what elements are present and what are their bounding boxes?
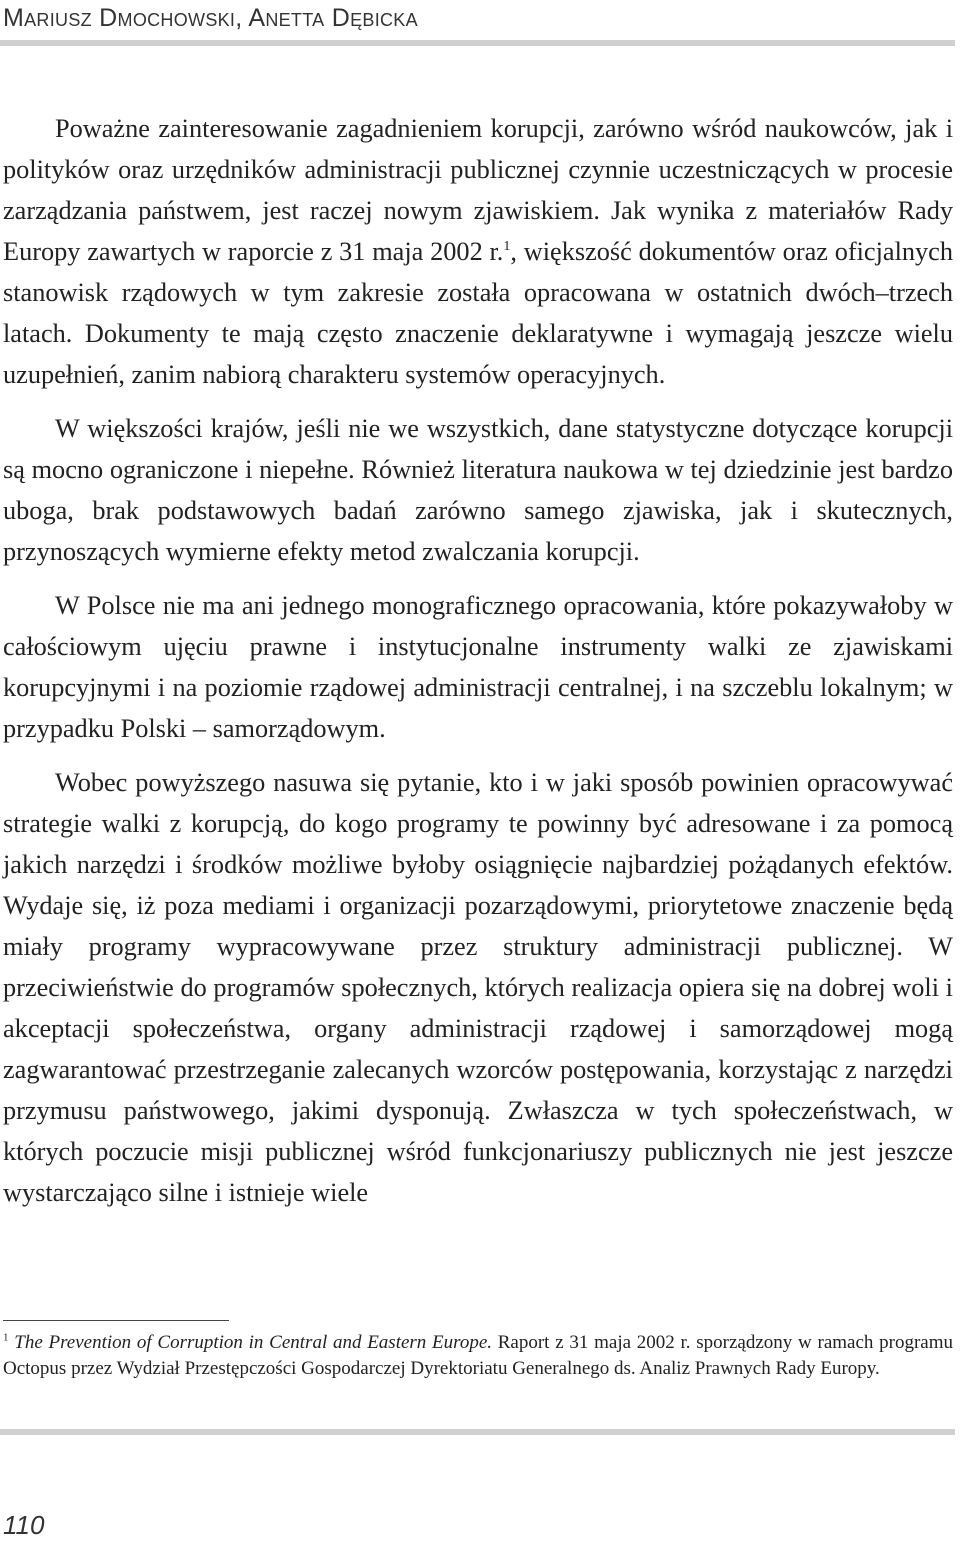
footnote-separator — [3, 1320, 229, 1321]
paragraph-2: W większości krajów, jeśli nie we wszystkich, dane statystyczne dotyczące korupcji są mocno ograniczone i niepełne. Również literatura naukowa w tej dziedzinie jest bardzo uboga, brak podstawowych badań zarówno samego zjawiska, jak i skutecznych, przynoszących wymierne efekty metod zwalczania korupcji. — [3, 414, 953, 566]
footnote-1 — [3, 1330, 953, 1382]
page-number: 110 — [3, 1510, 45, 1540]
paragraph-1-text-b: , większość dokumentów oraz oficjalnych stanowisk rządowych w tym zakresie została opracowana w ostatnich dwóch–trzech latach. Dokumenty te mają często znaczenie deklaratywne i wymagają jeszcze wielu uzupełnień, zanim nabiorą charakteru systemów operacyjnych. — [3, 237, 953, 389]
paragraph-1 — [3, 108, 953, 395]
footnote-reference[interactable]: 1 — [503, 239, 511, 255]
footnote-text: Raport z 31 maja 2002 r. sporządzony w ramach programu Octopus przez Wydział Przestępczości Gospodarczej Dyrektoriatu Generalnego ds. Analiz Prawnych Rady Europy. — [3, 1332, 953, 1379]
footnote-title: The Prevention of Corruption in Central and Eastern Europe. — [14, 1332, 493, 1353]
paragraph-3: W Polsce nie ma ani jednego monograficznego opracowania, które pokazywałoby w całościowym ujęciu prawne i instytucjonalne instrumenty walki ze zjawiskami korupcyjnymi i na poziomie rządowej administracji centralnej, i na szczeblu lokalnym; w przypadku Polski – samorządowym. — [3, 591, 953, 743]
paragraph-4: Wobec powyższego nasuwa się pytanie, kto i w jaki sposób powinien opracowywać strategie walki z korupcją, do kogo programy te powinny być adresowane i za pomocą jakich narzędzi i środków możliwe byłoby osiągnięcie najbardziej pożądanych efektów. Wydaje się, iż poza mediami i organizacji pozarządowymi, priorytetowe znaczenie będą miały programy wypracowywane przez struktury administracji publicznej. W przeciwieństwie do programów społecznych, których realizacja opiera się na dobrej woli i akceptacji społeczeństwa, organy administracji rządowej i samorządowej mogą zagwarantować przestrzeganie zalecanych wzorców postępowania, korzystając z narzędzi przymusu państwowego, jakimi dysponują. Zwłaszcza w tych społeczeństwach, w których poczucie misji publicznej wśród funkcjonariuszy publicznych nie jest jeszcze wystarczająco silne i istnieje wiele — [3, 768, 953, 1207]
footnote — [3, 1330, 953, 1382]
running-header: Mariusz Dmochowski, Anetta Dębicka — [3, 4, 418, 32]
header-rule — [0, 40, 955, 46]
paragraph-1-text-a: Poważne zainteresowanie zagadnieniem korupcji, zarówno wśród naukowców, jak i polityków oraz urzędników administracji publicznej czynnie uczestniczących w procesie zarządzania państwem, jest raczej nowym zjawiskiem. Jak wynika z materiałów Rady Europy zawartych w raporcie z 31 maja 2002 r. — [3, 114, 953, 266]
footer-rule — [0, 1429, 955, 1435]
footnote-number: 1 — [3, 1331, 9, 1344]
body-text — [3, 108, 953, 1213]
